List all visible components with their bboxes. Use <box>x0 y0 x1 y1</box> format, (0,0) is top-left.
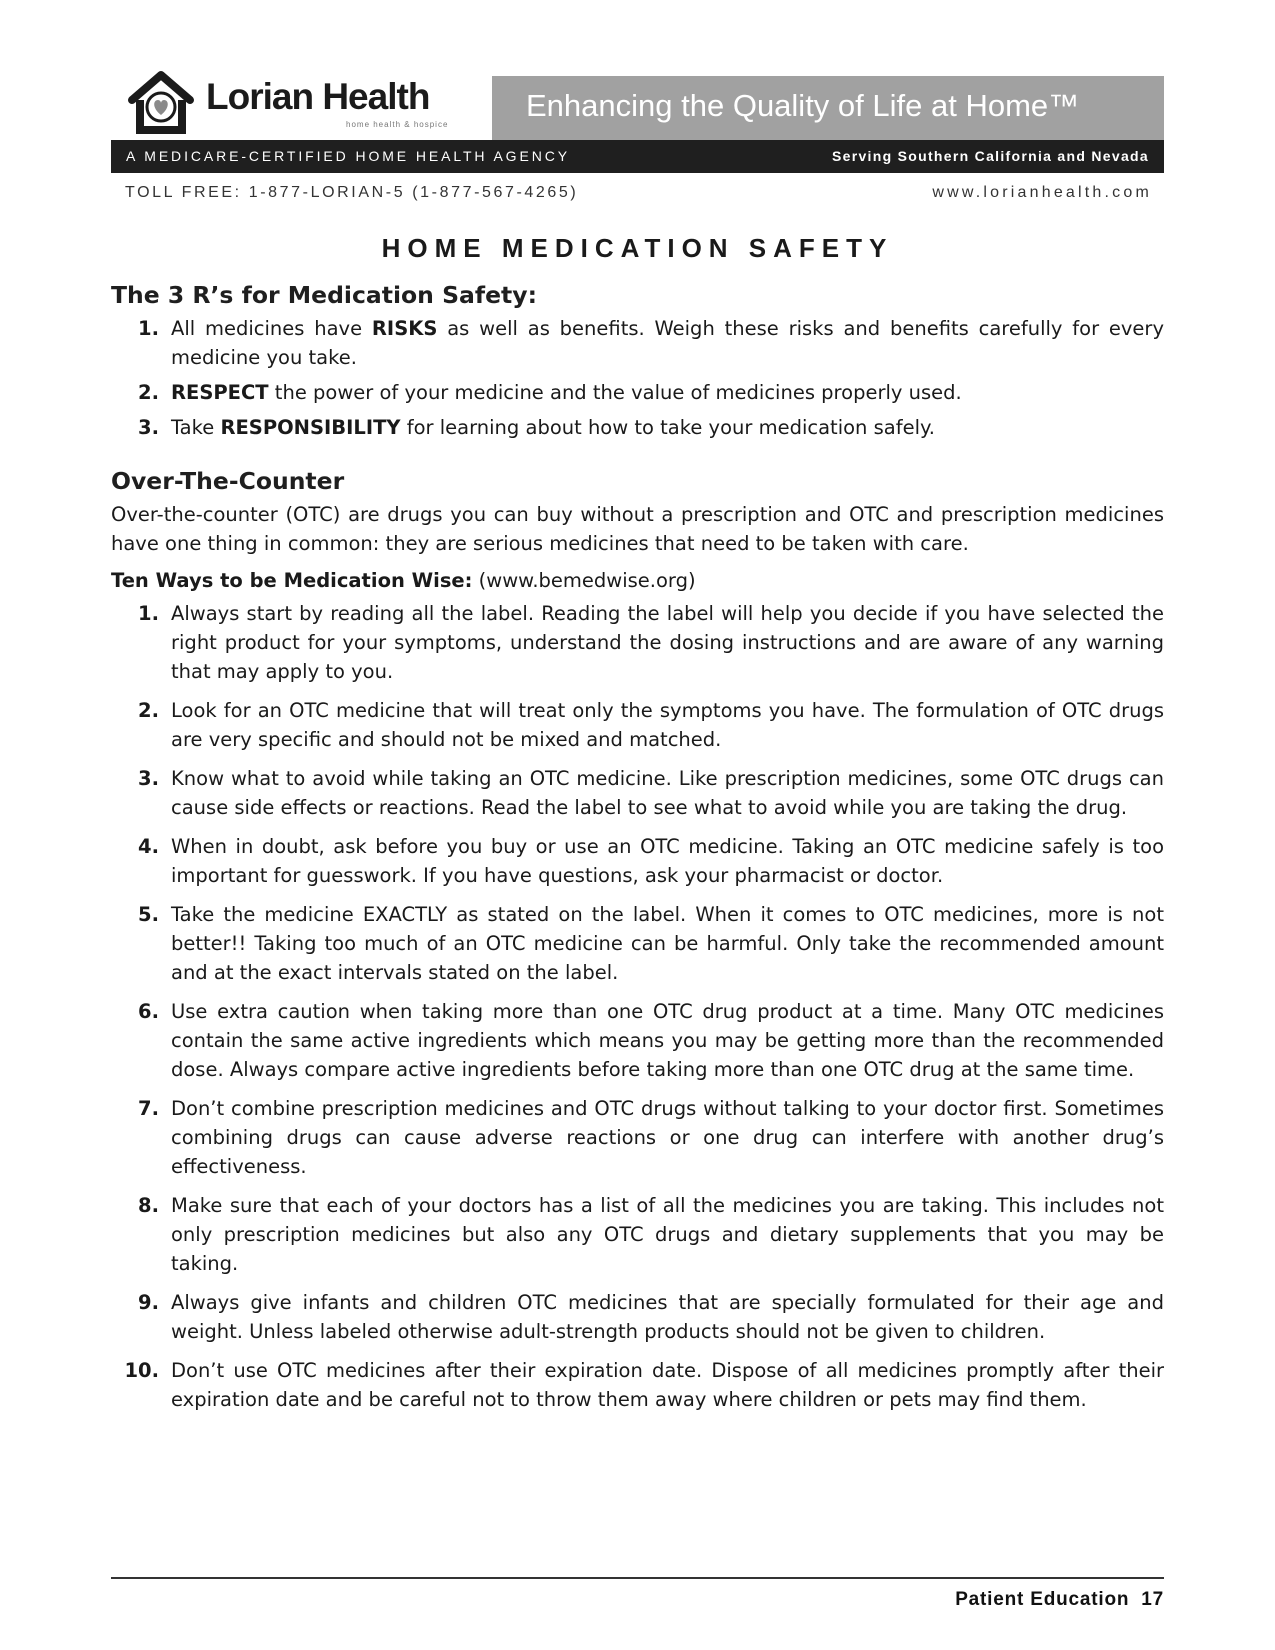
item-number: 3. <box>138 767 159 790</box>
website-link[interactable]: www.lorianhealth.com <box>932 184 1152 201</box>
item-number: 5. <box>138 903 159 926</box>
item-number: 9. <box>138 1291 159 1314</box>
page-number: 17 <box>1141 1589 1164 1610</box>
list-item <box>111 413 1164 442</box>
footer-section: Patient Education <box>955 1589 1130 1610</box>
ten-ways-list <box>111 599 1164 1414</box>
item-number: 2. <box>138 699 159 722</box>
list-item <box>111 1191 1164 1278</box>
otc-heading: Over-The-Counter <box>111 467 345 495</box>
item-text: Look for an OTC medicine that will treat only the symptoms you have. The formulation of OTC drugs are very specific and should not be mixed and matched. <box>171 699 1164 751</box>
item-emphasis: RESPONSIBILITY <box>220 416 401 439</box>
item-number: 8. <box>138 1194 159 1217</box>
toll-free-number: TOLL FREE: 1-877-LORIAN-5 (1-877-567-4265) <box>125 184 579 201</box>
slogan-banner <box>492 76 1164 140</box>
otc-paragraph: Over-the-counter (OTC) are drugs you can buy without a prescription and OTC and prescription medicines have one thing in common: they are serious medicines that need to be taken with care. <box>111 503 1164 555</box>
item-text: Always give infants and children OTC medicines that are specially formulated for their age and weight. Unless labeled otherwise adult-strength products should not be given to children. <box>171 1291 1164 1343</box>
page-title: HOME MEDICATION SAFETY <box>381 233 894 263</box>
item-text: When in doubt, ask before you buy or use an OTC medicine. Taking an OTC medicine safely is too important for guesswork. If you have questions, ask your pharmacist or doctor. <box>171 835 1164 887</box>
item-number: 7. <box>138 1097 159 1120</box>
slogan: Enhancing the Quality of Life at Home™ <box>526 88 1080 123</box>
house-heart-icon <box>128 70 194 136</box>
item-number: 10. <box>124 1359 159 1382</box>
list-item <box>111 832 1164 890</box>
item-number: 2. <box>138 381 159 404</box>
item-number: 3. <box>138 416 159 439</box>
item-text: All medicines have <box>171 317 372 340</box>
list-item <box>111 378 1164 407</box>
list-item <box>111 696 1164 754</box>
item-emphasis: RESPECT <box>171 381 269 404</box>
item-text: Know what to avoid while taking an OTC medicine. Like prescription medicines, some OTC drugs can cause side effects or reactions. Read the label to see what to avoid while you are taking the drug. <box>171 767 1164 819</box>
item-text: Don’t use OTC medicines after their expiration date. Dispose of all medicines promptly after their expiration date and be careful not to throw them away where children or pets may find them. <box>171 1359 1164 1411</box>
ten-ways-source: (www.bemedwise.org) <box>472 569 696 592</box>
list-item <box>111 1356 1164 1414</box>
item-emphasis: RISKS <box>371 317 438 340</box>
brand-logo <box>128 70 478 140</box>
main-content <box>111 278 1164 1414</box>
ten-ways-label: Ten Ways to be Medication Wise: <box>111 569 473 592</box>
three-rs-list <box>111 314 1164 442</box>
item-number: 1. <box>138 602 159 625</box>
footer <box>955 1589 1164 1611</box>
brand-tagline: home health & hospice <box>346 120 449 129</box>
item-text: Take <box>171 416 221 439</box>
list-item <box>111 900 1164 987</box>
item-text: Take the medicine EXACTLY as stated on the label. When it comes to OTC medicines, more is not better!! Taking too much of an OTC medicine can be harmful. Only take the recommended amount and at the exact intervals stated on the label. <box>171 903 1164 984</box>
item-text: for learning about how to take your medication safely. <box>400 416 935 439</box>
item-text: Use extra caution when taking more than one OTC drug product at a time. Many OTC medicines contain the same active ingredients which means you may be getting more than the recommended dose. Always compare active ingredients before taking more than one OTC drug at the same time. <box>171 1000 1164 1081</box>
list-item <box>111 314 1164 372</box>
item-number: 6. <box>138 1000 159 1023</box>
item-text: Always start by reading all the label. Reading the label will help you decide if you have selected the right product for your symptoms, understand the dosing instructions and are aware of any warning that may apply to you. <box>171 602 1164 683</box>
list-item <box>111 764 1164 822</box>
info-banner <box>111 140 1164 173</box>
footer-divider <box>111 1577 1164 1579</box>
list-item <box>111 997 1164 1084</box>
three-rs-heading: The 3 R’s for Medication Safety: <box>111 281 537 309</box>
item-text: Don’t combine prescription medicines and OTC drugs without talking to your doctor first. Sometimes combining drugs can cause adverse reactions or one drug can interfere with another drug’s effectiveness. <box>171 1097 1164 1178</box>
item-number: 1. <box>138 317 159 340</box>
list-item <box>111 1288 1164 1346</box>
brand-name: Lorian Health <box>206 76 430 117</box>
item-text: the power of your medicine and the value of medicines properly used. <box>268 381 962 404</box>
item-number: 4. <box>138 835 159 858</box>
certification-text: A MEDICARE-CERTIFIED HOME HEALTH AGENCY <box>126 148 570 164</box>
ten-ways-intro <box>111 566 1164 595</box>
service-area-text: Serving Southern California and Nevada <box>831 148 1149 164</box>
list-item <box>111 599 1164 686</box>
item-text: Make sure that each of your doctors has a list of all the medicines you are taking. This includes not only prescription medicines but also any OTC drugs and dietary supplements that you may be taking. <box>171 1194 1164 1275</box>
item-text: as well as benefits. Weigh these risks and benefits carefully for every medicine you take. <box>171 317 1164 369</box>
list-item <box>111 1094 1164 1181</box>
